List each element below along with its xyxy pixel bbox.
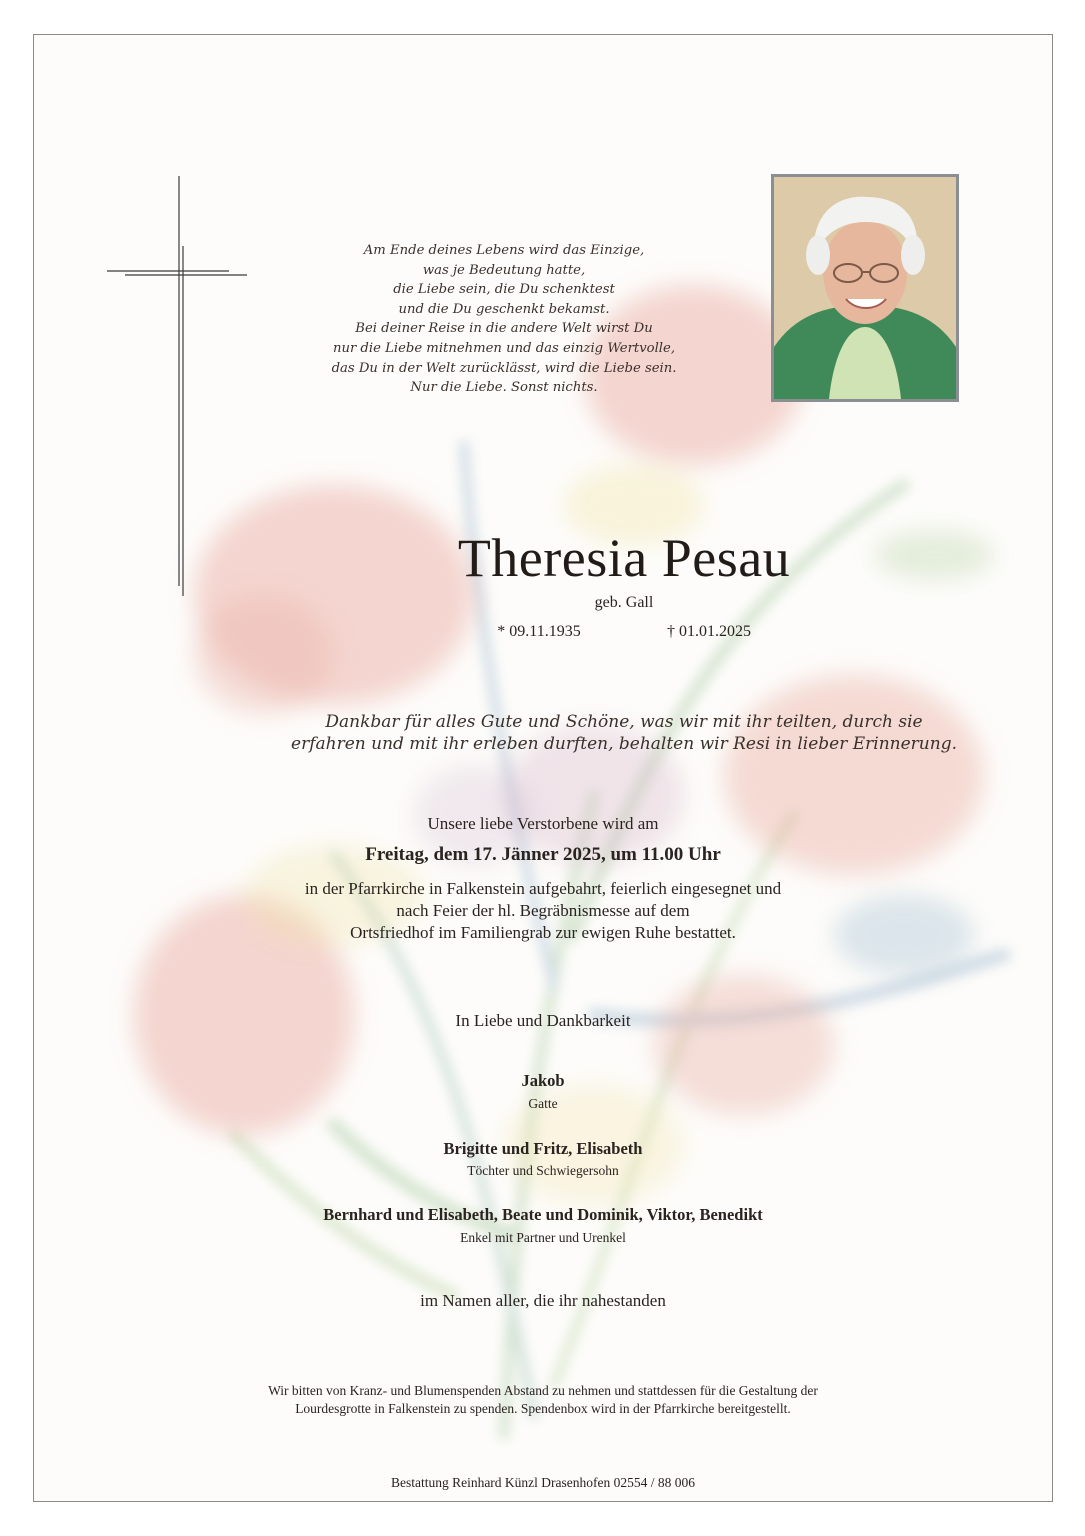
thanks-line: erfahren und mit ihr erleben durften, behalten wir Resi in lieber Erinnerung. [291, 734, 957, 754]
mourners-intro: In Liebe und Dankbarkeit [455, 1011, 631, 1030]
donation-request [34, 1382, 1052, 1418]
poem-line: was je Bedeutung hatte, [422, 262, 586, 278]
mourner-names: Brigitte und Fritz, Elisabeth [443, 1139, 643, 1158]
obituary-card [33, 34, 1053, 1502]
funeral-place-line: Ortsfriedhof im Familiengrab zur ewigen Ruhe bestattet. [350, 923, 736, 942]
poem-line: das Du in der Welt zurücklässt, wird die Liebe sein. [331, 360, 677, 376]
funeral-place [34, 878, 1052, 944]
mourners-closing: im Namen aller, die ihr nahestanden [420, 1291, 666, 1310]
funeral-intro: Unsere liebe Verstorbene wird am [427, 814, 659, 833]
mourner-names: Jakob [521, 1071, 565, 1090]
death-date: † 01.01.2025 [667, 623, 751, 640]
funeral-home-footer: Bestattung Reinhard Künzl Drasenhofen 02554 / 88 006 [390, 1475, 696, 1490]
poem-line: und die Du geschenkt bekamst. [398, 301, 610, 317]
mourner-relation: Enkel mit Partner und Urenkel [460, 1230, 626, 1245]
donation-request-line: Lourdesgrotte in Falkenstein zu spenden. Spendenbox wird in der Pfarrkirche bereitgestellt. [295, 1401, 791, 1416]
funeral-place-line: in der Pfarrkirche in Falkenstein aufgebahrt, feierlich eingesegnet und [304, 879, 782, 898]
mourner-relation: Töchter und Schwiegersohn [467, 1163, 619, 1178]
portrait-photo [771, 174, 959, 402]
mourner-relation: Gatte [528, 1096, 558, 1111]
cross-icon [107, 176, 249, 596]
poem-line: die Liebe sein, die Du schenktest [393, 282, 615, 298]
thanks-text [214, 711, 1034, 755]
funeral-date: Freitag, dem 17. Jänner 2025, um 11.00 Uhr [365, 844, 721, 865]
birth-date: * 09.11.1935 [497, 623, 581, 640]
donation-request-line: Wir bitten von Kranz- und Blumenspenden Abstand zu nehmen und stattdessen für die Gestaltung der [268, 1383, 818, 1398]
poem-line: nur die Liebe mitnehmen und das einzig Wertvolle, [332, 340, 676, 356]
poem-line: Nur die Liebe. Sonst nichts. [410, 380, 598, 396]
deceased-name: Theresia Pesau [457, 528, 791, 588]
thanks-line: Dankbar für alles Gute und Schöne, was wir mit ihr teilten, durch sie [325, 712, 923, 732]
poem-line: Am Ende deines Lebens wird das Einzige, [363, 243, 645, 258]
mourner-names: Bernhard und Elisabeth, Beate und Dominik, Viktor, Benedikt [323, 1205, 763, 1224]
maiden-name: geb. Gall [594, 594, 654, 611]
poem-line: Bei deiner Reise in die andere Welt wirst Du [355, 321, 653, 337]
poem [264, 241, 744, 398]
funeral-place-line: nach Feier der hl. Begräbnismesse auf dem [396, 901, 690, 920]
